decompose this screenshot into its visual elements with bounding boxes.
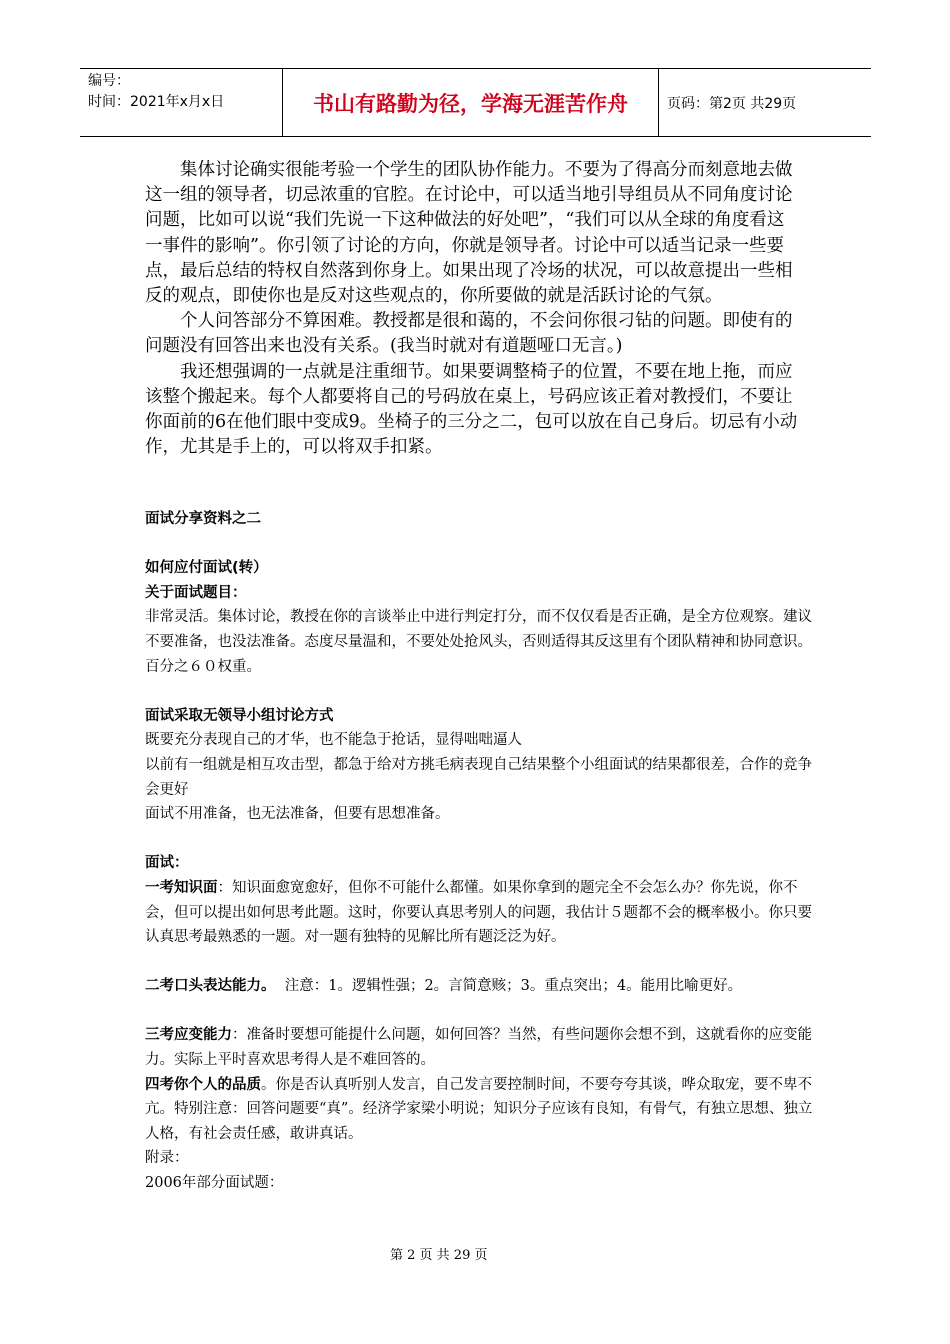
intro-section [145,158,800,460]
appendix-item: 2006年部分面试题： [145,1175,284,1192]
item2-label: 二考口头表达能力。 [145,978,276,995]
format-line: 以前有一组就是相互攻击型，都急于给对方挑毛病表现自己结果整个小组面试的结果都很差，合作的竞争会更好 [145,756,812,798]
format-line: 既要充分表现自己的才华，也不能急于抢话，显得咄咄逼人 [145,732,522,749]
intro-paragraph: 个人问答部分不算困难。教授都是很和蔼的，不会问你很刁钻的问题。即使有的问题没有回答出来也没有关系。(我当时就对有道题哑口无言。) [145,311,793,357]
appendix-label: 附录： [145,1150,189,1167]
item2-text: 注意：1。逻辑性强；2。言简意赅；3。重点突出；4。能用比喻更好。 [284,978,743,995]
interview-heading: 面试： [145,855,189,872]
header-date-label: 时间：2021年x月x日 [88,94,225,110]
item1-label: 一考知识面 [145,879,218,896]
format-line: 面试不用准备，也无法准备，但要有思想准备。 [145,806,450,823]
interview-item-1 [145,876,817,950]
article-section [145,507,817,1196]
header-page-info: 页码：第2页 共29页 [667,95,797,112]
topic-text: 非常灵活。集体讨论，教授在你的言谈举止中进行判定打分，而不仅仅看是否正确，是全方位观察。建议不要准备，也没法准备。态度尽量温和，不要处处抢风头，否则适得其反这里有个团队精神和协同意识。百分之６０权重。 [145,609,812,675]
header-motto: 书山有路勤为径，学海无涯苦作舟 [283,69,659,136]
section-title: 面试分享资料之二 [145,511,261,527]
article-title: 如何应付面试(转） [145,560,268,577]
page-footer: 第 2 页 共 29 页 [390,1248,488,1263]
item4-label: 四考你个人的品质 [145,1076,261,1093]
interview-item-2 [145,974,817,999]
page-header [80,68,871,137]
item3-label: 三考应变能力 [145,1027,232,1044]
header-meta [80,69,283,136]
interview-item-3 [145,1023,817,1072]
interview-item-4 [145,1073,817,1147]
topic-heading: 关于面试题目： [145,584,247,601]
item4-text: 。你是否认真听别人发言，自己发言要控制时间，不要夸夸其谈，哗众取宠，要不卑不亢。特别注意：回答问题要“真”。经济学家梁小明说；知识分子应该有良知，有骨气，有独立思想、独立人格，有社会责任感，敢讲真话。 [145,1076,813,1142]
header-number-label: 编号： [88,73,130,89]
item1-text: ：知识面愈宽愈好，但你不可能什么都懂。如果你拿到的题完全不会怎么办？你先说，你不会，但可以提出如何思考此题。这时，你要认真思考别人的问题，我估计５题都不会的概率极小。你只要认真思考最熟悉的一题。对一题有独特的见解比所有题泛泛为好。 [145,879,812,946]
format-heading: 面试采取无领导小组讨论方式 [145,707,334,724]
intro-paragraph: 集体讨论确实很能考验一个学生的团队协作能力。不要为了得高分而刻意地去做这一组的领导者，切忌浓重的官腔。在讨论中，可以适当地引导组员从不同角度讨论问题，比如可以说“我们先说一下这种做法的好处吧”，“我们可以从全球的角度看这一事件的影响”。你引领了讨论的方向，你就是领导者。讨论中可以适当记录一些要点，最后总结的特权自然落到你身上。如果出现了冷场的状况，可以故意提出一些相反的观点，即使你也是反对这些观点的，你所要做的就是活跃讨论的气氛。 [145,160,793,307]
item3-text: ：准备时要想可能提什么问题，如何回答？当然，有些问题你会想不到，这就看你的应变能力。实际上平时喜欢思考得人是不难回答的。 [145,1027,812,1069]
intro-paragraph: 我还想强调的一点就是注重细节。如果要调整椅子的位置，不要在地上拖，而应该整个搬起来。每个人都要将自己的号码放在桌上，号码应该正着对教授们，不要让你面前的6在他们眼中变成9。坐椅子的三分之二，包可以放在自己身后。切忌有小动作，尤其是手上的，可以将双手扣紧。 [145,361,798,458]
